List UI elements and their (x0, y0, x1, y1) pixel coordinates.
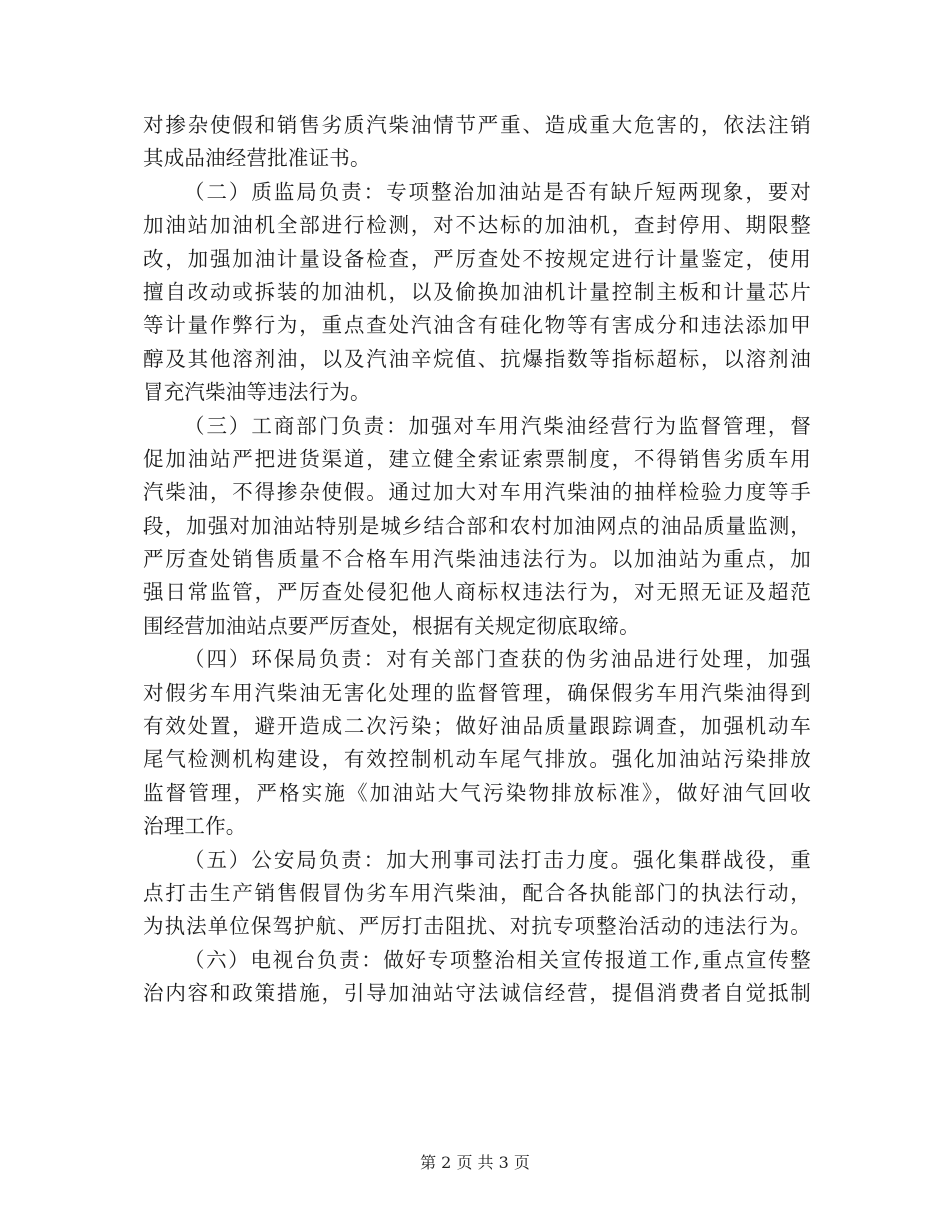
text-line: 为执法单位保驾护航、严厉打击阻扰、对抗专项整治活动的违法行为。 (143, 914, 811, 939)
text-line: （二）质监局负责：专项整治加油站是否有缺斤短两现象，要对 (184, 179, 811, 204)
text-line: （五）公安局负责：加大刑事司法打击力度。强化集群战役，重 (184, 847, 811, 872)
text-line: 擅自改动或拆装的加油机，以及偷换加油机计量控制主板和计量芯片 (143, 279, 811, 304)
text-line: 治理工作。 (143, 814, 247, 839)
text-line: 对掺杂使假和销售劣质汽柴油情节严重、造成重大危害的，依法注销 (143, 113, 811, 137)
document-body (143, 109, 811, 1011)
text-line: 强日常监管，严厉查处侵犯他人商标权违法行为，对无照无证及超范 (143, 580, 811, 605)
text-line: 对假劣车用汽柴油无害化处理的监督管理，确保假劣车用汽柴油得到 (143, 680, 811, 705)
page-footer: 第 2 页 共 3 页 (420, 1153, 530, 1172)
text-line: 尾气检测机构建设，有效控制机动车尾气排放。强化加油站污染排放 (143, 747, 811, 772)
text-line: 醇及其他溶剂油，以及汽油辛烷值、抗爆指数等指标超标，以溶剂油 (143, 346, 811, 371)
text-line: 监督管理，严格实施《加油站大气污染物排放标准》，做好油气回收 (143, 780, 811, 805)
text-line: 汽柴油，不得掺杂使假。通过加大对车用汽柴油的抽样检验力度等手 (143, 480, 811, 505)
text-line: 围经营加油站点要严厉查处，根据有关规定彻底取缔。 (143, 613, 640, 638)
text-line: 治内容和政策措施，引导加油站守法诚信经营，提倡消费者自觉抵制 (143, 981, 811, 1006)
text-line: 改，加强加油计量设备检查，严厉查处不按规定进行计量鉴定，使用 (143, 246, 811, 271)
text-line: 等计量作弊行为，重点查处汽油含有硅化物等有害成分和违法添加甲 (143, 313, 811, 338)
text-line: （六）电视台负责：做好专项整治相关宣传报道工作,重点宣传整 (184, 947, 811, 972)
text-line: （四）环保局负责：对有关部门查获的伪劣油品进行处理，加强 (184, 647, 811, 672)
text-line: 段，加强对加油站特别是城乡结合部和农村加油网点的油品质量监测， (143, 513, 811, 538)
text-line: 点打击生产销售假冒伪劣车用汽柴油，配合各执能部门的执法行动， (143, 880, 811, 905)
text-line: 促加油站严把进货渠道，建立健全索证索票制度，不得销售劣质车用 (143, 446, 811, 471)
text-line: 严厉查处销售质量不合格车用汽柴油违法行为。以加油站为重点，加 (143, 547, 811, 572)
text-line: 其成品油经营批准证书。 (143, 146, 371, 171)
text-line: 有效处置，避开造成二次污染；做好油品质量跟踪调查，加强机动车 (143, 714, 811, 739)
text-line: 冒充汽柴油等违法行为。 (143, 380, 371, 405)
text-line: （三）工商部门负责：加强对车用汽柴油经营行为监督管理，督 (184, 413, 811, 438)
text-line: 加油站加油机全部进行检测，对不达标的加油机，查封停用、期限整 (143, 213, 811, 238)
